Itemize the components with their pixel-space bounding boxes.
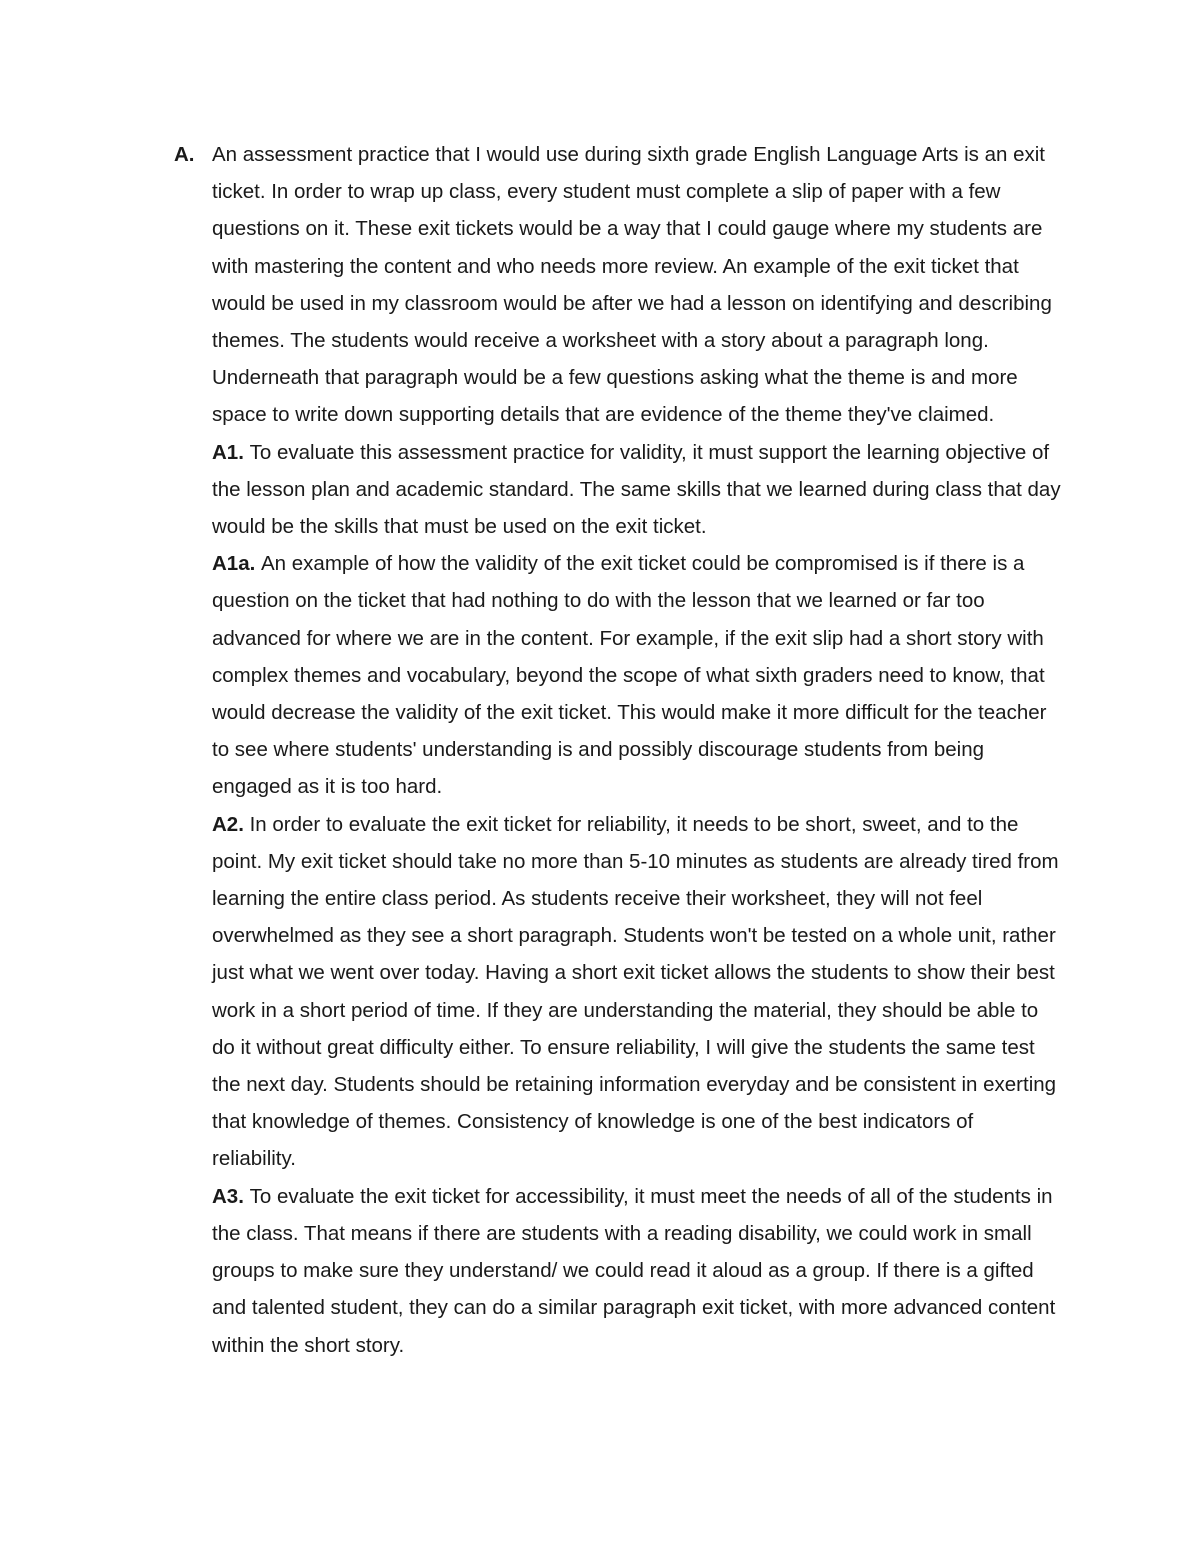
section-a2-paragraph (212, 806, 1062, 1178)
section-a1a-text: An example of how the validity of the exit ticket could be compromised is if there is a question on the ticket that had nothing to do with the lesson that we learned or far too advanced for where we are in the content. For example, if the exit slip had a short story with complex themes and vocabulary, beyond the scope of what sixth graders need to know, that would decrease the validity of the exit ticket. This would make it more difficult for the teacher to see where students' understanding is and possibly discourage students from being engaged as it is too hard. (212, 552, 1047, 799)
section-a3-paragraph (212, 1178, 1062, 1364)
section-a1-text: To evaluate this assessment practice for validity, it must support the learning objective of the lesson plan and academic standard. The same skills that we learned during class that day would be the skills that must be used on the exit ticket. (212, 440, 1061, 539)
section-a3-text: To evaluate the exit ticket for accessibility, it must meet the needs of all of the students in the class. That means if there are students with a reading disability, we could work in small groups to make sure they understand/ we could read it aloud as a group. If there is a gifted and talented student, they can do a similar paragraph exit ticket, with more advanced content within the short story. (212, 1184, 1056, 1357)
section-a-text: An assessment practice that I would use during sixth grade English Language Arts is an exit ticket. In order to wrap up class, every student must complete a slip of paper with a few questions on it. These exit tickets would be a way that I could gauge where my students are with mastering the content and who needs more review. An example of the exit ticket that would be used in my classroom would be after we had a lesson on identifying and describing themes. The students would receive a worksheet with a story about a paragraph long. Underneath that paragraph would be a few questions asking what the theme is and more space to write down supporting details that are evidence of the theme they've claimed. (212, 143, 1052, 427)
section-a3-marker: A3. (212, 1184, 250, 1208)
section-a-marker: A. (174, 143, 195, 166)
section-a1a-marker: A1a. (212, 552, 261, 576)
section-a-paragraph (174, 136, 1062, 434)
section-a1-marker: A1. (212, 440, 250, 464)
section-a2-marker: A2. (212, 812, 250, 836)
section-a2-text: In order to evaluate the exit ticket for reliability, it needs to be short, sweet, and to the point. My exit ticket should take no more than 5-10 minutes as students are already tired from learning the entire class period. As students receive their worksheet, they will not feel overwhelmed as they see a short paragraph. Students won't be tested on a whole unit, rather just what we went over today. Having a short exit ticket allows the students to show their best work in a short period of time. If they are understanding the material, they should be able to do it without great difficulty either. To ensure reliability, I will give the students the same test the next day. Students should be retaining information everyday and be consistent in exerting that knowledge of themes. Consistency of knowledge is one of the best indicators of reliability. (212, 812, 1059, 1171)
section-a1-paragraph (212, 434, 1062, 546)
document-body (174, 136, 1062, 1364)
section-a1a-paragraph (212, 545, 1062, 805)
